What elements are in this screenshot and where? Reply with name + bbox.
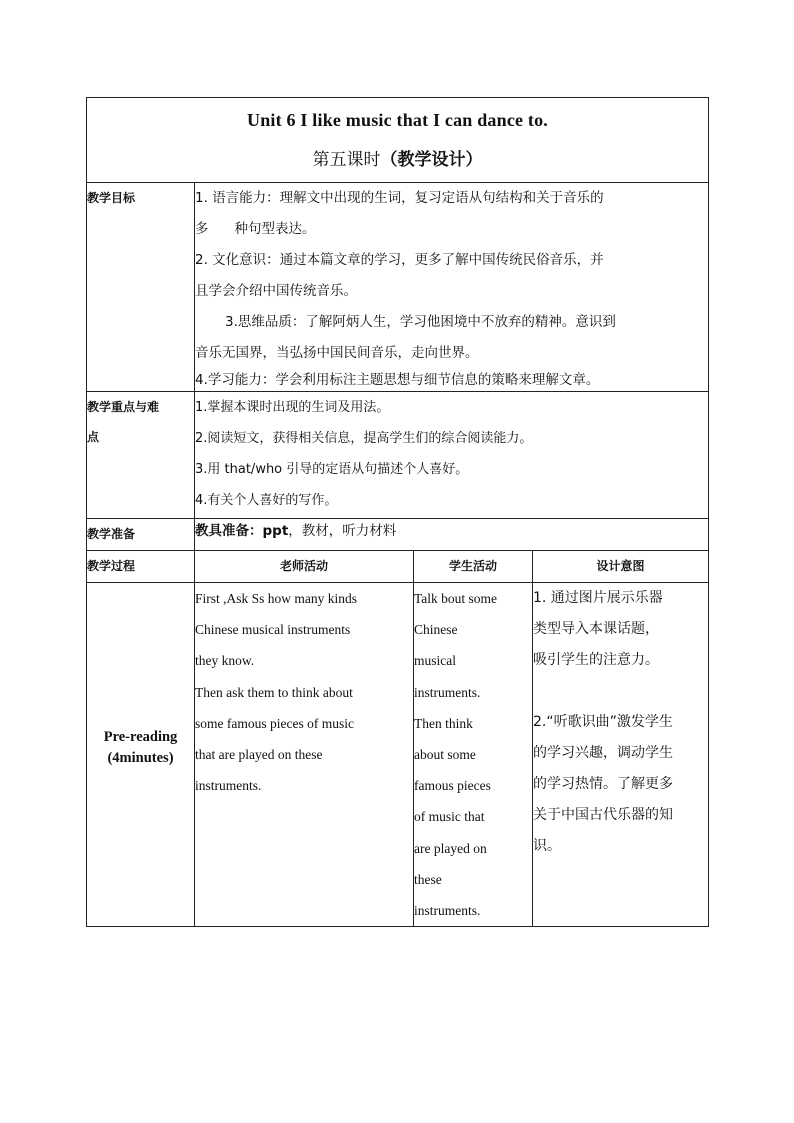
intent-line: 关于中国古代乐器的知 (533, 807, 673, 823)
key-points-label-line: 点 (87, 430, 100, 444)
pre-reading-stage (87, 583, 195, 927)
objective-line: 4.学习能力：学会利用标注主题思想与细节信息的策略来理解文章。 (195, 372, 600, 388)
unit-title: Unit 6 I like music that I can dance to. (247, 110, 549, 130)
objective-line: 且学会介绍中国传统音乐。 (195, 283, 357, 299)
student-line: Then think (414, 715, 473, 731)
objectives-label: 教学目标 (87, 183, 195, 392)
design-intent-content (533, 583, 709, 927)
key-point-item: 4.有关个人喜好的写作。 (195, 493, 338, 508)
student-line: musical (414, 653, 456, 669)
student-line: are played on (414, 840, 487, 856)
key-point-item: 2.阅读短文，获得相关信息，提高学生们的综合阅读能力。 (195, 431, 533, 446)
objectives-content (195, 183, 709, 392)
key-points-label-line: 教学重点与难 (87, 400, 160, 414)
pre-reading-row (87, 583, 709, 927)
lesson-plan-table (86, 97, 709, 927)
student-line: instruments. (414, 903, 481, 919)
preparation-bold: 教具准备： (195, 523, 263, 539)
stage-name: Pre-reading (103, 728, 178, 745)
key-points-content (195, 392, 709, 519)
key-points-row (87, 392, 709, 519)
key-point-item: 3.用 that/who 引导的定语从句描述个人喜好。 (195, 462, 469, 477)
process-header-row (87, 551, 709, 583)
student-line: instruments. (414, 684, 481, 700)
title-cell (87, 98, 709, 183)
preparation-row (87, 519, 709, 551)
student-activity-content (414, 583, 533, 927)
title-row (87, 98, 709, 183)
student-line: of music that (414, 809, 485, 825)
student-line: these (414, 871, 442, 887)
student-line: Chinese (414, 622, 458, 638)
teacher-line: Then ask them to think about (195, 684, 353, 700)
intent-line: 1. 通过图片展示乐器 (533, 590, 663, 606)
lesson-subtitle (87, 145, 708, 170)
student-line: Talk bout some (414, 591, 498, 606)
intent-line: 的学习热情。了解更多 (533, 776, 673, 792)
preparation-rest: ，教材，听力材料 (288, 523, 397, 539)
teacher-line: First ,Ask Ss how many kinds (195, 591, 358, 606)
key-points-label (87, 392, 195, 519)
student-activity-header: 学生活动 (414, 551, 533, 583)
objectives-row (87, 183, 709, 392)
preparation-content (195, 519, 709, 551)
objective-fragment: 种句型表达。 (234, 221, 316, 237)
preparation-label: 教学准备 (87, 519, 195, 551)
intent-line: 吸引学生的注意力。 (533, 652, 659, 668)
teacher-activity-header: 老师活动 (195, 551, 414, 583)
teacher-line: they know. (195, 653, 255, 669)
objective-fragment: 多 (195, 221, 209, 237)
intent-line: 2.“听歌识曲”激发学生 (533, 714, 673, 730)
teacher-line: that are played on these (195, 747, 323, 763)
stage-duration: (4minutes) (107, 749, 174, 766)
teacher-line: some famous pieces of music (195, 715, 354, 731)
process-label: 教学过程 (87, 551, 195, 583)
student-line: about some (414, 747, 476, 763)
intent-line: 类型导入本课话题， (533, 621, 659, 637)
objective-line: 2. 文化意识：通过本篇文章的学习，更多了解中国传统民俗音乐，并 (195, 252, 604, 268)
design-intent-header: 设计意图 (533, 551, 709, 583)
objective-line (195, 214, 708, 245)
teacher-line: instruments. (195, 778, 262, 794)
intent-line: 识。 (533, 838, 561, 854)
objective-line: 音乐无国界，当弘扬中国民间音乐，走向世界。 (195, 345, 479, 361)
student-line: famous pieces (414, 778, 491, 794)
teacher-activity-content (195, 583, 414, 927)
lesson-subtitle-plain: 第五课时 (312, 150, 381, 170)
key-point-item: 1.掌握本课时出现的生词及用法。 (195, 400, 390, 415)
intent-line: 的学习兴趣，调动学生 (533, 745, 673, 761)
objective-line: 1. 语言能力：理解文中出现的生词，复习定语从句结构和关于音乐的 (195, 190, 604, 206)
lesson-subtitle-bold: （教学设计） (380, 150, 483, 170)
preparation-ppt: ppt (262, 523, 289, 539)
objective-line: 3.思维品质：了解阿炳人生，学习他困境中不放弃的精神。意识到 (225, 314, 616, 330)
teacher-line: Chinese musical instruments (195, 622, 351, 638)
